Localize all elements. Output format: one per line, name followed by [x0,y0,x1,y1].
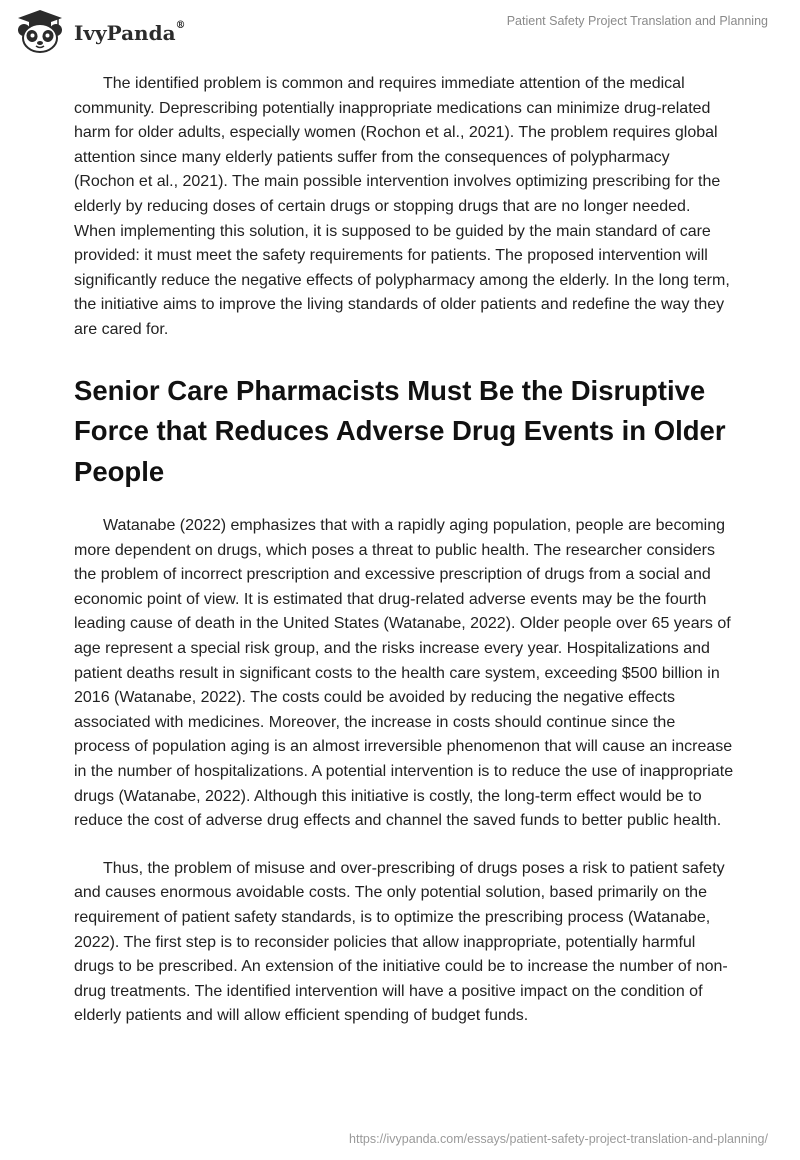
ivypanda-logo[interactable] [14,8,186,54]
paragraph-1: The identified problem is common and requires immediate attention of the medical community. Deprescribing potentially inappropriate medications can minimize drug-related harm for older adults, especially women (Rochon et al., 2021). The problem requires global attention since many elderly patients suffer from the consequences of polypharmacy (Rochon et al., 2021). The main possible intervention involves optimizing prescribing for the elderly by reducing doses of certain drugs or stopping drugs that are no longer needed. When implementing this solution, it is supposed to be guided by the main standard of care provided: it must meet the safety requirements for patients. The proposed intervention will significantly reduce the negative effects of polypharmacy among the elderly. In the long term, the initiative aims to improve the living standards of older patients and redefine the way they are cared for. [74,75,730,338]
panda-graduate-icon [14,8,66,54]
paragraph-2: Watanabe (2022) emphasizes that with a rapidly aging population, people are becoming more dependent on drugs, which poses a threat to public health. The researcher considers the problem of incorrect prescription and excessive prescription of drugs from a social and economic point of view. It is estimated that drug-related adverse events may be the fourth leading cause of death in the United States (Watanabe, 2022). Older people over 65 years of age represent a special risk group, and the risks increase every year. Hospitalizations and patient deaths result in significant costs to the health care system, exceeding $500 billion in 2016 (Watanabe, 2022). The costs could be avoided by reducing the negative effects associated with medicines. Moreover, the increase in costs should continue since the process of population aging is an almost irreversible phenomenon that will cause an increase in the number of hospitalizations. A potential intervention is to reduce the use of inappropriate drugs (Watanabe, 2022). Although this initiative is costly, the long-term effect would be to reduce the cost of adverse drug effects and channel the saved funds to better public health. [74,517,734,830]
source-url[interactable]: https://ivypanda.com/essays/patient-safety-project-translation-and-planning/ [349,1132,768,1146]
article-body [74,72,734,1029]
section-heading: Senior Care Pharmacists Must Be the Disruptive Force that Reduces Adverse Drug Events in Older People [74,374,726,487]
page-header [0,0,800,60]
registered-mark: ® [175,20,186,32]
document-title: Patient Safety Project Translation and Planning [506,14,768,28]
brand-name: IvyPanda® [74,20,186,45]
paragraph-3: Thus, the problem of misuse and over-prescribing of drugs poses a risk to patient safety and causes enormous avoidable costs. The only potential solution, based primarily on the requirement of patient safety standards, is to optimize the prescribing process (Watanabe, 2022). The first step is to reconsider policies that allow inappropriate, potentially harmful drugs to be prescribed. An extension of the initiative could be to increase the number of non-drug treatments. The identified intervention will have a positive impact on the condition of elderly patients and will allow efficient spending of budget funds. [74,859,728,1025]
